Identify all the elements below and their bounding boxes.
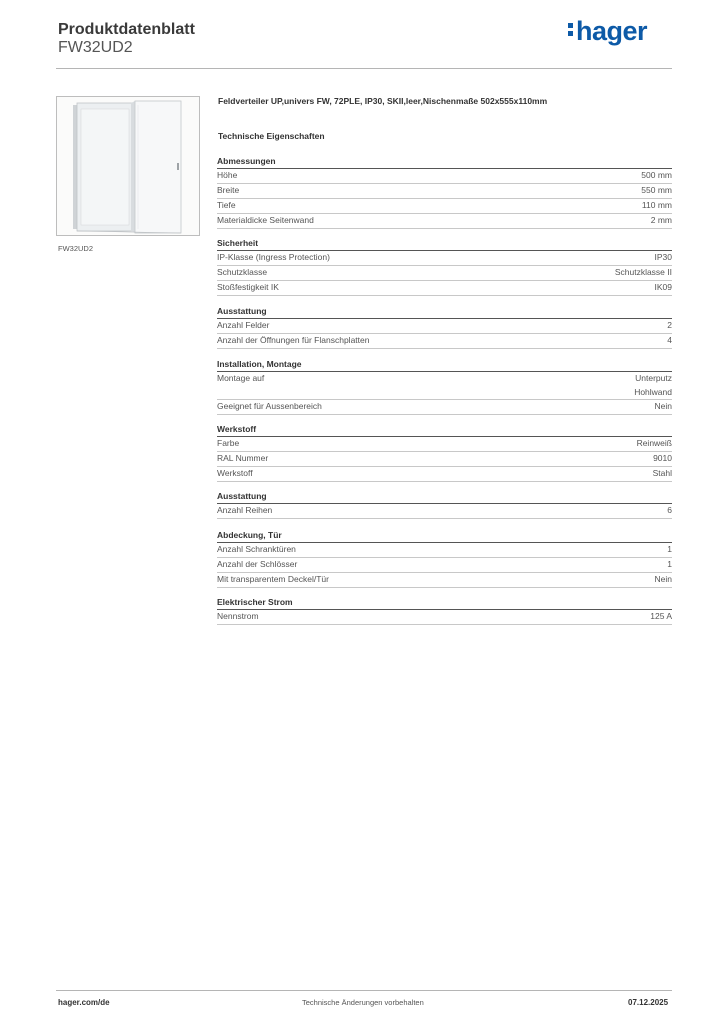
property-value: 4 xyxy=(667,335,672,345)
property-value: Stahl xyxy=(652,468,672,478)
section-title: Ausstattung xyxy=(217,305,672,319)
product-code: FW32UD2 xyxy=(58,39,133,56)
product-description: Feldverteiler UP,univers FW, 72PLE, IP30, SKII,leer,Nischenmaße 502x555x110mm xyxy=(218,96,548,106)
section-ausstattung xyxy=(217,305,672,349)
section-werkstoff xyxy=(217,423,672,482)
property-label: Geeignet für Aussenbereich xyxy=(217,401,322,411)
section-abdeckung-tuer xyxy=(217,529,672,588)
property-row xyxy=(217,169,672,184)
property-value: 9010 xyxy=(653,453,672,463)
property-row xyxy=(217,319,672,334)
section-title: Sicherheit xyxy=(217,237,672,251)
section-ausstattung-reihen xyxy=(217,490,672,519)
property-row xyxy=(217,467,672,482)
section-elektrischer-strom xyxy=(217,596,672,625)
property-value-line: Hohlwand xyxy=(634,386,672,397)
image-caption: FW32UD2 xyxy=(58,244,94,253)
property-value: 1 xyxy=(667,544,672,554)
logo-text: hager xyxy=(576,16,648,46)
property-row xyxy=(217,214,672,229)
property-value: 110 mm xyxy=(641,200,672,210)
property-label: Anzahl der Schlösser xyxy=(217,559,298,569)
property-label: Höhe xyxy=(217,170,238,180)
section-installation-montage xyxy=(217,358,672,415)
property-label: Anzahl der Öffnungen für Flanschplatten xyxy=(217,335,370,345)
footer-disclaimer: Technische Änderungen vorbehalten xyxy=(302,998,424,1007)
property-label: Breite xyxy=(217,185,240,195)
property-label: Stoßfestigkeit IK xyxy=(217,282,279,292)
property-label: Werkstoff xyxy=(217,468,253,478)
property-label: Tiefe xyxy=(217,200,236,210)
section-title: Installation, Montage xyxy=(217,358,672,372)
section-title: Ausstattung xyxy=(217,490,672,504)
property-label: Anzahl Felder xyxy=(217,320,270,330)
logo-dots-icon xyxy=(568,20,574,39)
property-value: Nein xyxy=(654,574,672,584)
section-title: Abmessungen xyxy=(217,155,672,169)
property-value: 1 xyxy=(667,559,672,569)
distribution-cabinet-illustration xyxy=(57,97,199,235)
property-label: Montage auf xyxy=(217,373,265,383)
footer-date: 07.12.2025 xyxy=(628,998,669,1007)
section-abmessungen xyxy=(217,155,672,229)
property-label: Anzahl Reihen xyxy=(217,505,273,515)
property-row xyxy=(217,266,672,281)
property-value xyxy=(634,372,672,399)
section-sicherheit xyxy=(217,237,672,296)
property-row xyxy=(217,610,672,625)
section-title: Werkstoff xyxy=(217,423,672,437)
property-value: 125 A xyxy=(650,611,672,621)
property-value: Nein xyxy=(654,401,672,411)
properties-heading: Technische Eigenschaften xyxy=(218,131,325,141)
footer-divider xyxy=(56,990,672,991)
property-row xyxy=(217,437,672,452)
property-label: Materialdicke Seitenwand xyxy=(217,215,314,225)
property-row xyxy=(217,543,672,558)
property-label: Anzahl Schranktüren xyxy=(217,544,296,554)
section-title: Elektrischer Strom xyxy=(217,596,672,610)
property-row xyxy=(217,558,672,573)
property-label: RAL Nummer xyxy=(217,453,269,463)
header-divider xyxy=(56,68,672,69)
property-row xyxy=(217,184,672,199)
property-row xyxy=(217,334,672,349)
property-label: Mit transparentem Deckel/Tür xyxy=(217,574,329,584)
property-row xyxy=(217,281,672,296)
page-title: Produktdatenblatt xyxy=(58,21,195,38)
property-label: Schutzklasse xyxy=(217,267,268,277)
property-value: Schutzklasse II xyxy=(614,267,672,277)
property-row xyxy=(217,452,672,467)
property-value: 6 xyxy=(667,505,672,515)
property-value: 2 mm xyxy=(650,215,672,225)
hager-logo xyxy=(568,16,647,47)
property-row xyxy=(217,504,672,519)
property-value: 500 mm xyxy=(641,170,672,180)
property-label: Farbe xyxy=(217,438,240,448)
property-value: Reinweiß xyxy=(636,438,672,448)
property-value: IP30 xyxy=(654,252,672,262)
property-value-line: Unterputz xyxy=(635,373,672,383)
footer-website-link[interactable]: hager.com/de xyxy=(58,998,110,1007)
property-row xyxy=(217,400,672,415)
property-row xyxy=(217,573,672,588)
property-row xyxy=(217,199,672,214)
property-value: 2 xyxy=(667,320,672,330)
property-value: 550 mm xyxy=(641,185,672,195)
section-title: Abdeckung, Tür xyxy=(217,529,672,543)
property-value: IK09 xyxy=(654,282,672,292)
property-label: Nennstrom xyxy=(217,611,259,621)
property-label: IP-Klasse (Ingress Protection) xyxy=(217,252,330,262)
property-row xyxy=(217,372,672,400)
property-row xyxy=(217,251,672,266)
product-image xyxy=(56,96,200,236)
